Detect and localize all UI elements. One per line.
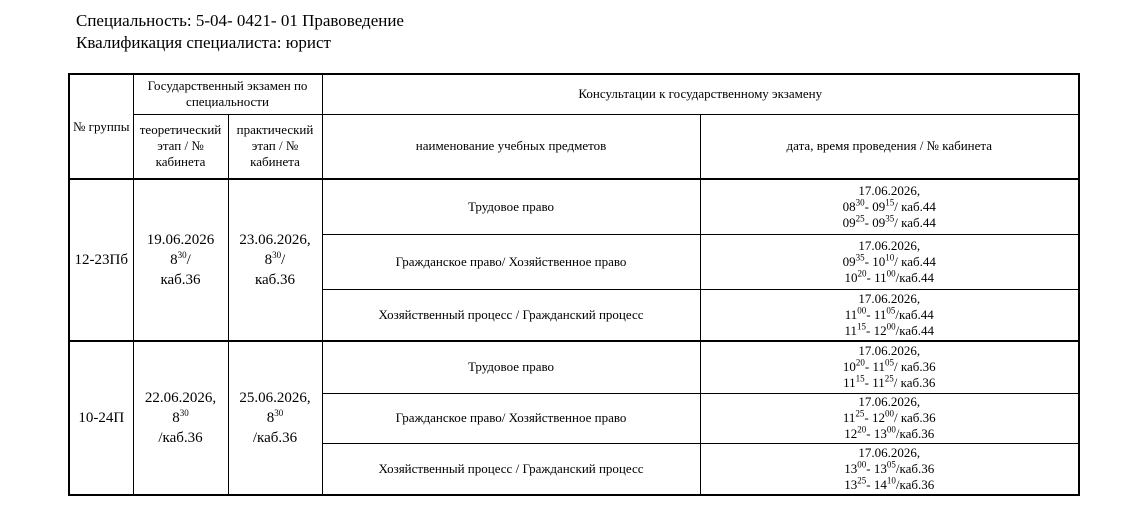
exam-time-minute: 30 [177,250,187,260]
group-number-cell: 10-24П [69,341,133,495]
exam-time-hour: 8 [172,410,180,426]
consultation-date: 17.06.2026, [858,343,921,359]
consultation-datetime [700,393,1079,443]
practice-stage-header: практический этап / № кабинета [228,114,322,179]
group-number-header: № группы [69,74,133,179]
table-row [69,341,1079,393]
qualification-line: Квалификация специалиста: юрист [76,33,331,52]
exam-time-hour: 8 [264,252,273,268]
consultation-datetime [700,341,1079,393]
exam-room: каб.36 [254,272,296,288]
consultation-slot: $12^{20}-$ $13^{00}/каб.36$ [844,424,935,441]
schedule-body [69,179,1079,495]
consultation-slot: $11^{15}-$ $12^{00}/каб.44$ [844,321,935,338]
consultation-date: 17.06.2026, [858,394,921,409]
exam-room: каб.36 [160,272,201,288]
document-header [76,10,404,54]
exam-time-hour: 8 [266,410,275,426]
consultation-subject: Трудовое право [322,179,700,234]
consultation-slot: $09^{25}-$ $09^{35}/$ каб.44 [842,213,936,230]
consultation-datetime [700,289,1079,341]
exam-schedule-table [68,73,1080,496]
consultation-date: 17.06.2026, [858,444,921,460]
exam-date: 19.06.2026 [146,232,215,248]
consultation-slot: $11^{15}-$ $11^{25}/$ каб.36 [843,373,936,391]
consultation-subject: Хозяйственный процесс / Гражданский процесс [322,443,700,495]
consultation-subject: Трудовое право [322,341,700,393]
exam-time-sep: / [281,252,286,268]
consultation-slot: $11^{25}-$ $12^{00}/$ каб.36 [842,408,936,425]
state-exam-header: Государственный экзамен по специальности [133,74,322,114]
exam-time-hour: 8 [170,252,178,268]
consultation-datetime [700,234,1079,289]
theory-stage-header: теоретический этап / № кабинета [133,114,228,179]
consultation-subject: Гражданское право/ Хозяйственное право [322,393,700,443]
exam-room: /каб.36 [252,430,298,446]
table-row [69,179,1079,234]
consultations-header: Консультации к государственному экзамену [322,74,1079,114]
exam-date: 23.06.2026, [239,232,311,248]
exam-room: /каб.36 [158,430,203,446]
theory-exam-cell [133,179,228,341]
specialty-line: Специальность: 5-04- 0421- 01 Правоведение [76,11,404,30]
consultation-slot: $11^{00}-$ $11^{05}/каб.44$ [844,305,934,322]
group-number-cell: 12-23Пб [69,179,133,341]
practice-exam-cell [228,341,322,495]
consultation-subject: Хозяйственный процесс / Гражданский процесс [322,289,700,341]
consultation-slot: $10^{20}-$ $11^{05}/$ каб.36 [842,357,936,375]
exam-date: 25.06.2026, [239,390,311,406]
consultation-datetime [700,179,1079,234]
consultation-date: 17.06.2026, [858,290,921,306]
theory-exam-cell [133,341,228,495]
exam-time-minute: 30 [179,408,189,418]
consultation-datetime [700,443,1079,495]
exam-time-minute: 30 [274,408,284,418]
consultation-date: 17.06.2026, [858,237,921,253]
practice-exam-cell [228,179,322,341]
exam-date: 22.06.2026, [144,390,217,406]
consultation-slot: $13^{00}-$ $13^{05}/каб.36$ [844,459,935,476]
consultation-date: 17.06.2026, [858,182,921,198]
subjects-header: наименование учебных предметов [322,114,700,179]
consultation-slot: $10^{20}-$ $11^{00}/каб.44$ [844,268,935,285]
consultation-slot: $13^{25}-$ $14^{10}/каб.36$ [844,475,935,492]
datetime-header: дата, время проведения / № кабинета [700,114,1079,179]
exam-time-minute: 30 [272,250,282,260]
consultation-slot: $09^{35}-$ $10^{10}/$ каб.44 [842,252,936,269]
exam-time-sep: / [186,252,191,268]
consultation-subject: Гражданское право/ Хозяйственное право [322,234,700,289]
consultation-slot: $08^{30}-$ $09^{15}/$ каб.44 [842,197,936,214]
